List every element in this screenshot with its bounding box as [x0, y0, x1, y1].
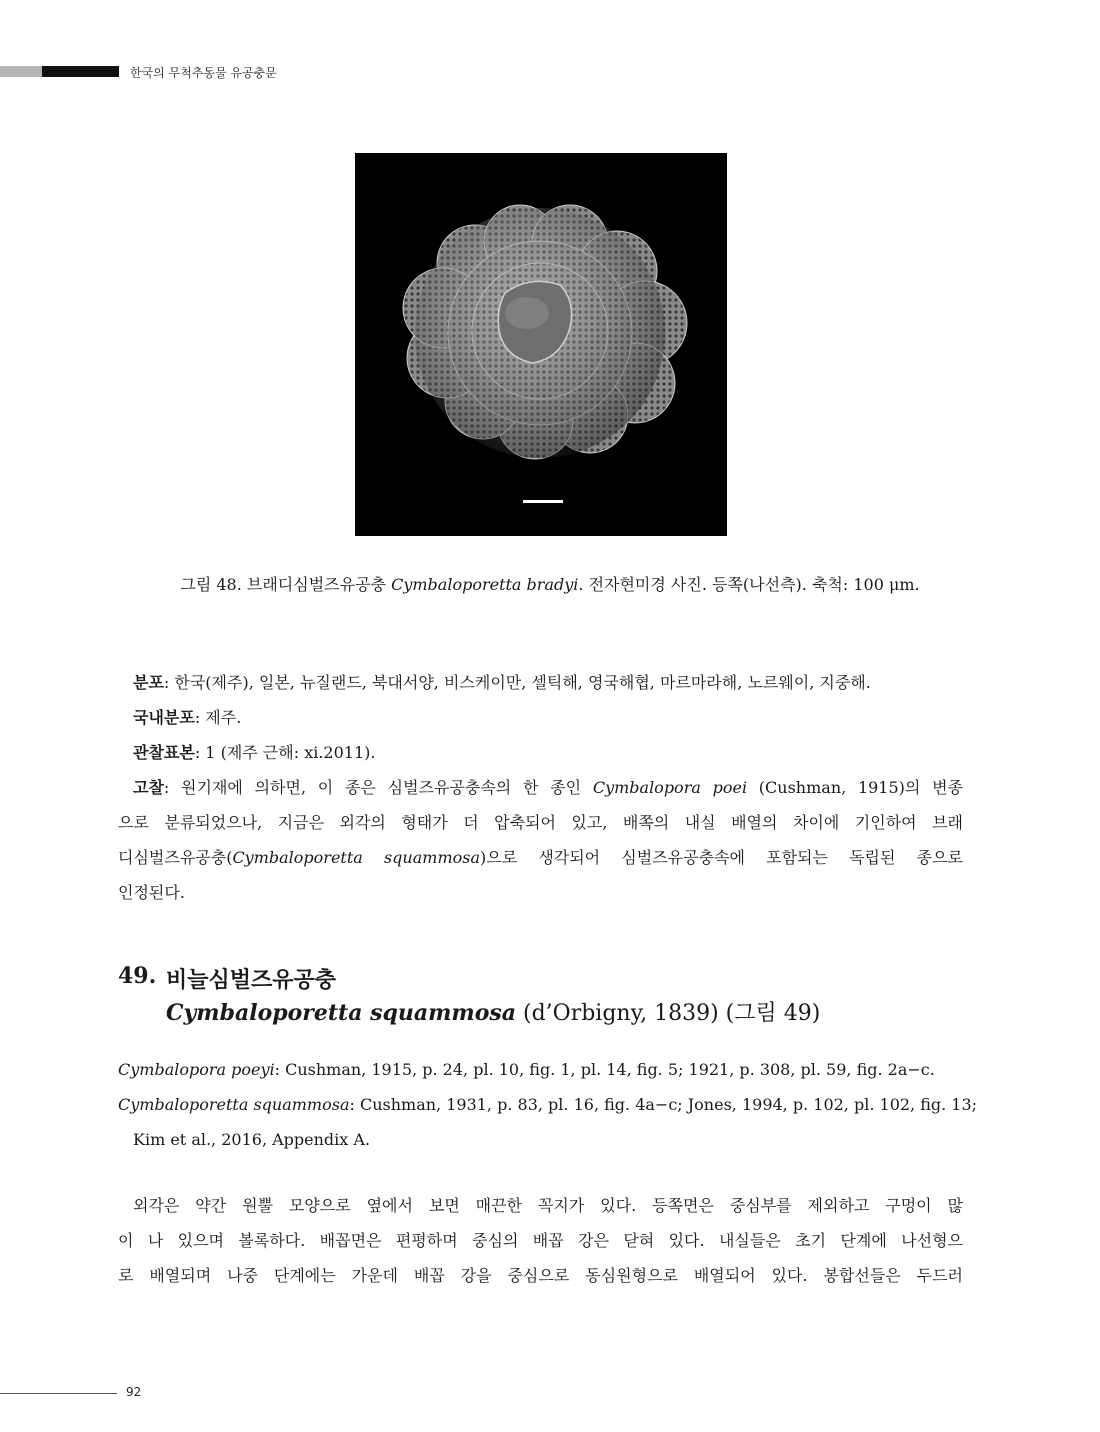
synonymy-entry-1: Cymbalopora poeyi: Cushman, 1915, p. 24, pl. 10, fig. 1, pl. 14, fig. 5; 1921, p. 308, pl. 59, fig. 2a−c. — [118, 1060, 935, 1079]
local-distribution-line: 국내분포: 제주. — [133, 708, 242, 727]
page-number: 92 — [126, 1385, 142, 1399]
remarks-line-3: 디심벌즈유공충(Cymbaloporetta squammosa)으로 생각되어 심벌즈유공충속에 포함되는 독립된 종으로 — [118, 848, 963, 867]
header-bar-black — [42, 66, 119, 77]
synonymy-entry-2: Cymbaloporetta squammosa: Cushman, 1931, p. 83, pl. 16, fig. 4a−c; Jones, 1994, p. 102, pl. 102, fig. 13; — [118, 1095, 978, 1114]
description-line-1: 외각은 약간 원뿔 모양으로 옆에서 보면 매끈한 꼭지가 있다. 등쪽면은 중심부를 제외하고 구멍이 많 — [133, 1196, 963, 1215]
remarks-line-2: 으로 분류되었으나, 지금은 외각의 형태가 더 압축되어 있고, 배쪽의 내실 배열의 차이에 기인하여 브래 — [118, 813, 963, 832]
description-line-3: 로 배열되며 나중 단계에는 가운데 배꼽 강을 중심으로 동심원형으로 배열되어 있다. 봉합선들은 두드러 — [118, 1266, 963, 1285]
distribution-line: 분포: 한국(제주), 일본, 뉴질랜드, 북대서양, 비스케이만, 셀틱해, 영국해협, 마르마라해, 노르웨이, 지중해. — [133, 673, 871, 692]
section-korean-name: 비늘심벌즈유공충 — [166, 967, 337, 993]
remarks-line-4: 인정된다. — [118, 883, 185, 902]
section-scientific-name: Cymbaloporetta squammosa (d’Orbigny, 1839) (그림 49) — [166, 1000, 821, 1026]
header-bar-grey — [0, 66, 42, 77]
figure-caption: 그림 48. 브래디심벌즈유공충 Cymbaloporetta bradyi. 전자현미경 사진. 등쪽(나선측). 축척: 100 μm. — [180, 575, 920, 594]
footer-rule — [0, 1393, 117, 1394]
section-number: 49. — [118, 963, 157, 989]
synonymy-entry-2-cont: Kim et al., 2016, Appendix A. — [133, 1130, 371, 1149]
sem-micrograph — [355, 153, 727, 536]
scale-bar — [523, 500, 563, 503]
apex-highlight — [505, 297, 549, 329]
running-title: 한국의 무척추동물 유공충문 — [130, 66, 277, 80]
specimen-line: 관찰표본: 1 (제주 근해: xi.2011). — [133, 743, 376, 762]
description-line-2: 이 나 있으며 볼록하다. 배꼽면은 편평하며 중심의 배꼽 강은 닫혀 있다. 내실들은 초기 단계에 나선형으 — [118, 1231, 963, 1250]
remarks-line-1: 고찰: 원기재에 의하면, 이 종은 심벌즈유공충속의 한 종인 Cymbalopora poei (Cushman, 1915)의 변종 — [133, 778, 964, 797]
